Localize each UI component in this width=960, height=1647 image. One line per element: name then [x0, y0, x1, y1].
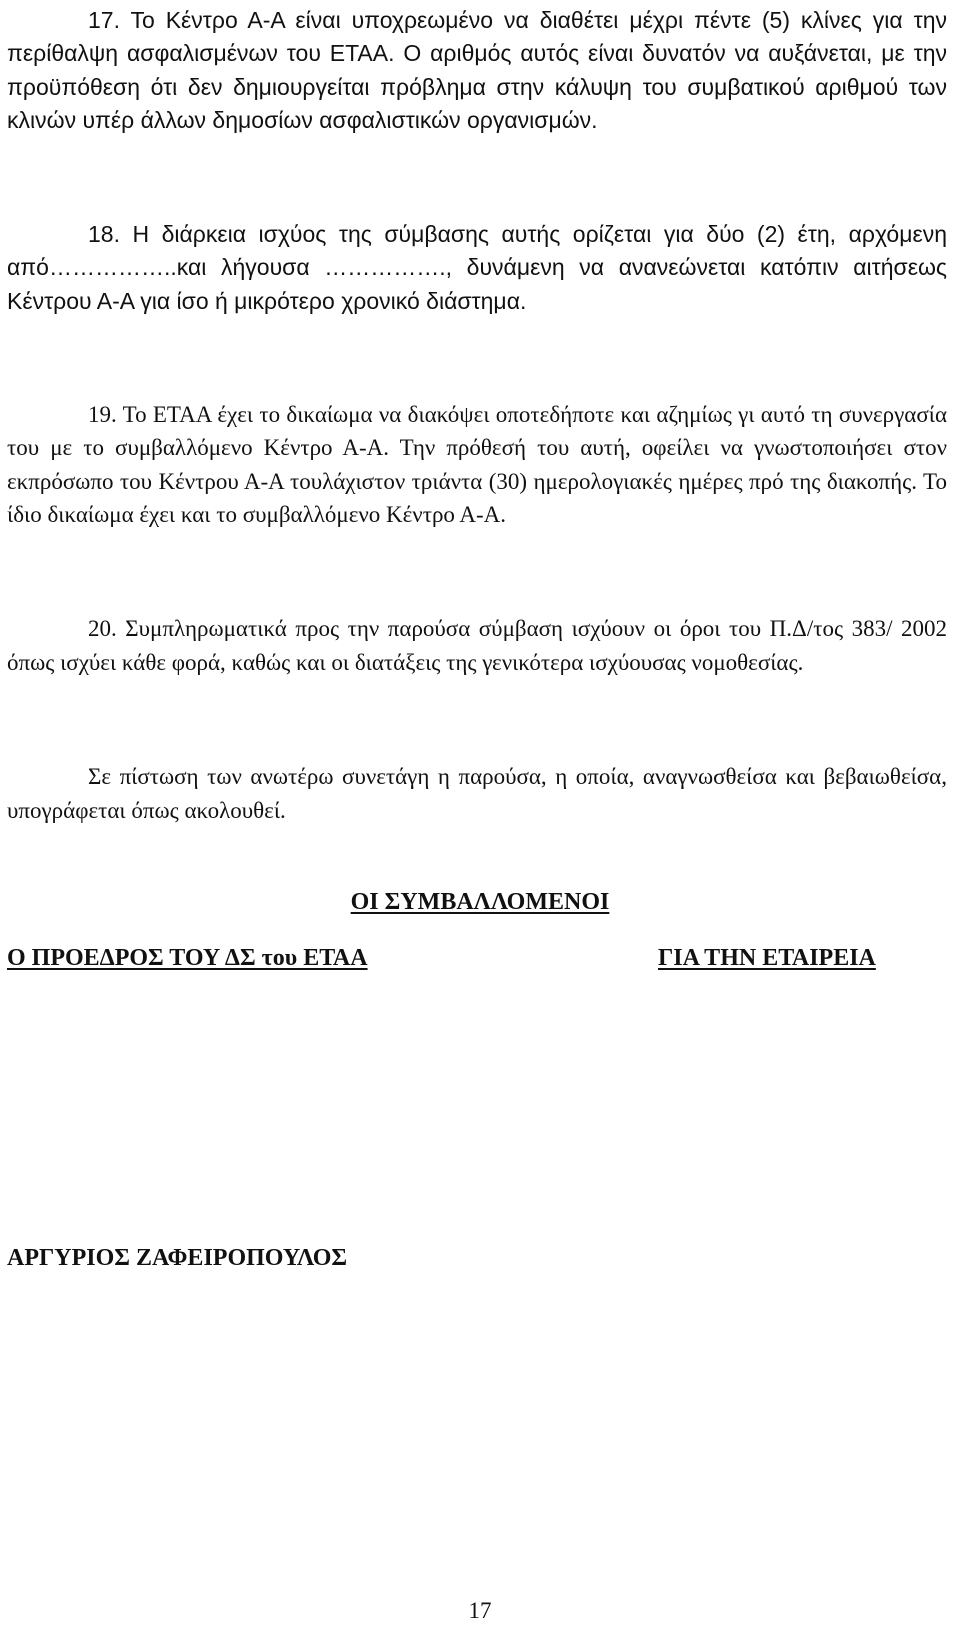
contracting-parties-title: ΟΙ ΣΥΜΒΑΛΛΟΜΕΝΟΙ — [350, 889, 610, 915]
clause-17: 17. Το Κέντρο Α-Α είναι υποχρεωμένο να διαθέτει μέχρι πέντε (5) κλίνες για την περίθαλψη ασφαλισμένων του ΕΤΑΑ. Ο αριθμός αυτός είναι δυνατόν να αυξάνεται, με την προϋπόθεση ότι δεν δημιουργείται πρόβλημα στην κάλυψη του συμβατικού αριθμού των κλινών υπέρ άλλων δημοσίων ασφαλιστικών οργανισμών. — [7, 7, 947, 134]
clause-19: 19. Το ΕΤΑΑ έχει το δικαίωμα να διακόψει οποτεδήποτε και αζημίως γι αυτό τη συνεργασία του με το συμβαλλόμενο Κέντρο Α-Α. Την πρόθεσή του αυτή, οφείλει να γνωστοποιήσει στον εκπρόσωπο του Κέντρου Α-Α τουλάχιστον τριάντα (30) ημερολογιακές ημέρες πρό της διακοπής. Το ίδιο δικαίωμα έχει και το συμβαλλόμενο Κέντρο Α-Α. — [7, 402, 947, 528]
clause-18: 18. Η διάρκεια ισχύος της σύμβασης αυτής ορίζεται για δύο (2) έτη, αρχόμενη από……………..και λήγουσα ……………., δυνάμενη να ανανεώνεται κατόπιν αιτήσεως Κέντρου Α-Α για ίσο ή μικρότερο χρονικό διάστημα. — [7, 221, 947, 314]
clause-20: 20. Συμπληρωματικά προς την παρούσα σύμβαση ισχύουν οι όροι του Π.Δ/τος 383/ 2002 όπως ισχύει κάθε φορά, καθώς και οι διατάξεις της γενικότερα ισχύουσας νομοθεσίας. — [7, 616, 947, 675]
page-number: 17 — [468, 1598, 492, 1623]
left-signatory-name: ΑΡΓΥΡΙΟΣ ΖΑΦΕΙΡΟΠΟΥΛΟΣ — [7, 1245, 348, 1271]
left-party-heading: Ο ΠΡΟΕΔΡΟΣ ΤΟΥ ΔΣ του ΕΤΑΑ — [7, 945, 368, 971]
closing-statement: Σε πίστωση των ανωτέρω συνετάγη η παρούσα, η οποία, αναγνωσθείσα και βεβαιωθείσα, υπογράφεται όπως ακολουθεί. — [7, 764, 947, 823]
right-party-heading: ΓΙΑ ΤΗΝ ΕΤΑΙΡΕΙΑ — [658, 945, 876, 971]
